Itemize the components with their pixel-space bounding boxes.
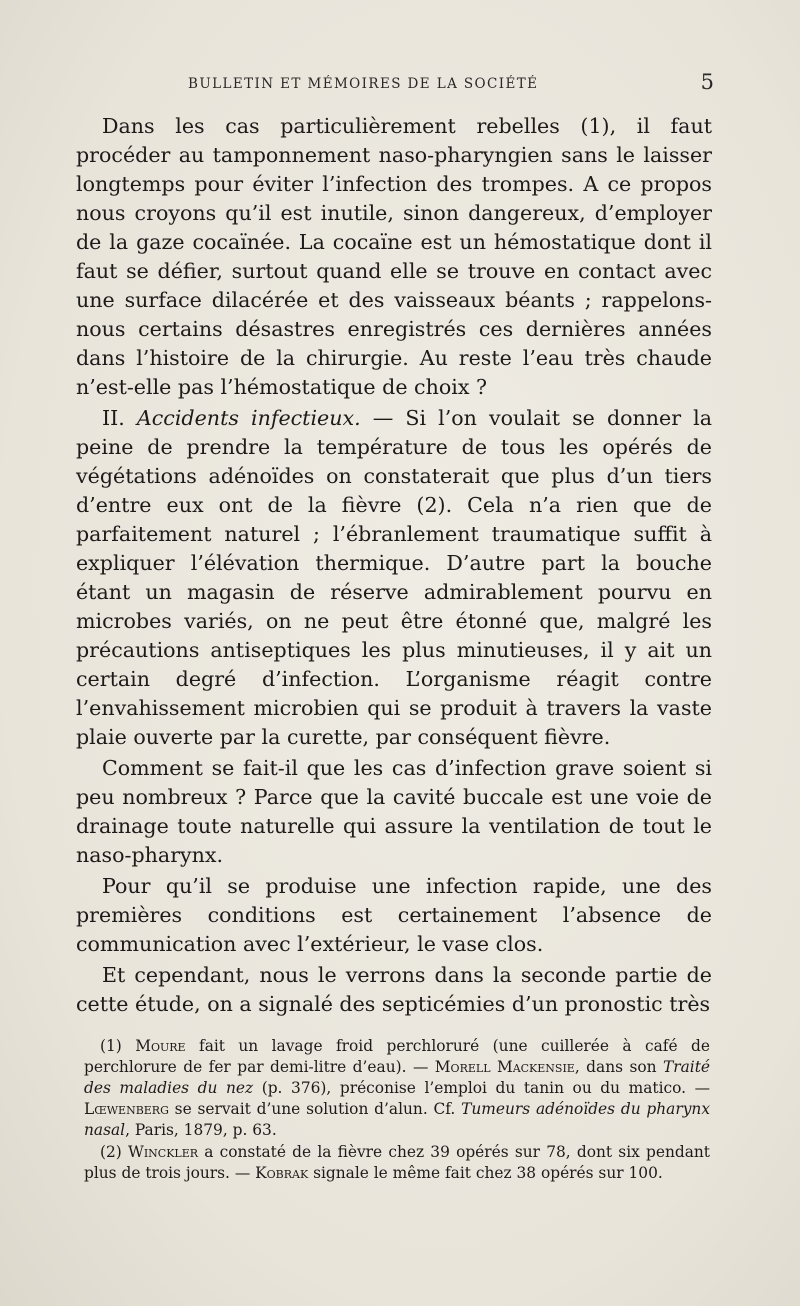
section-number: II.: [102, 406, 125, 430]
paragraph-1: Dans les cas particulièrement rebelles (1), il faut procéder au tamponnement naso-pharyngien sans le laisser longtemps pour éviter l’infection des trompes. A ce propos nous croyons qu’il est inutile, sinon dangereux, d’employer de la gaze cocaïnée. La cocaïne est un hémostatique dont il faut se défier, surtout quand elle se trouve en contact avec une surface dilacérée et des vaisseaux béants ; rappelons-nous certains désastres enregistrés ces dernières années dans l’histoire de la chirurgie. Au reste l’eau très chaude n’est-elle pas l’hémostatique de choix ?: [76, 114, 712, 399]
footnotes: [84, 1036, 710, 1184]
footnote-2: [84, 1142, 710, 1184]
running-head: BULLETIN ET MÉMOIRES DE LA SOCIÉTÉ: [188, 76, 539, 92]
paragraph-4: Pour qu’il se produise une infection rapide, une des premières conditions est certainement l’absence de communication avec l’extérieur, le vase clos.: [76, 874, 712, 956]
work-title: Traité des maladies du nez: [84, 1058, 710, 1097]
author-name: Morell Mackensie: [434, 1058, 575, 1076]
footnote-1-marker: (1): [100, 1037, 136, 1055]
paragraph-3: Comment se fait-il que les cas d’infection grave soient si peu nombreux ? Parce que la cavité buccale est une voie de drainage toute naturelle qui assure la ventilation de tout le naso-pharynx.: [76, 756, 712, 867]
work-title: Tumeurs adénoïdes du pharynx nasal: [84, 1100, 710, 1139]
footnote-text: signale le même fait chez 38 opérés sur 100.: [308, 1164, 663, 1182]
page-number: 5: [700, 70, 714, 94]
paragraph-2-text: — Si l’on voulait se donner la peine de prendre la température de tous les opérés de végétations adénoïdes on constaterait que plus d’un tiers d’entre eux ont de la fièvre (2). Cela n’a rien que de parfaitement naturel ; l’ébranlement traumatique suffit à expliquer l’élévation thermique. D’autre part la bouche étant un magasin de réserve admirablement pourvu en microbes variés, on ne peut être étonné que, malgré les précautions antiseptiques les plus minutieuses, il y ait un certain degré d’infection. L’organisme réagit contre l’envahissement microbien qui se produit à travers la vaste plaie ouverte par la curette, par conséquent fièvre.: [76, 406, 713, 749]
footnote-text: (p. 376), préconise l’emploi du tanin ou du matico. —: [253, 1079, 710, 1097]
footnote-1: [84, 1036, 710, 1141]
author-name: Kobrak: [255, 1164, 309, 1182]
paragraph-2: [76, 404, 712, 752]
author-name: Lœwenberg: [84, 1100, 169, 1118]
author-name: Moure: [135, 1037, 186, 1055]
footnote-text: , dans son: [574, 1058, 663, 1076]
section-title: Accidents infectieux.: [136, 406, 361, 430]
footnote-text: , Paris, 1879, p. 63.: [125, 1121, 277, 1139]
paragraph-5: Et cependant, nous le verrons dans la seconde partie de cette étude, on a signalé des septicémies d’un pronostic très: [76, 963, 712, 1016]
page-header: [80, 72, 716, 100]
author-name: Winckler: [128, 1143, 199, 1161]
footnote-text: a constaté de la fièvre chez 39 opérés sur 78, dont six pendant plus de trois jours. —: [84, 1143, 710, 1182]
body-text: [76, 112, 712, 1019]
footnote-text: fait un lavage froid perchloruré (une cuillerée à café de perchlorure de fer par demi-litre d’eau). —: [84, 1037, 710, 1076]
footnote-text: se servait d’une solution d’alun. Cf.: [168, 1100, 462, 1118]
footnote-2-marker: (2): [100, 1143, 128, 1161]
